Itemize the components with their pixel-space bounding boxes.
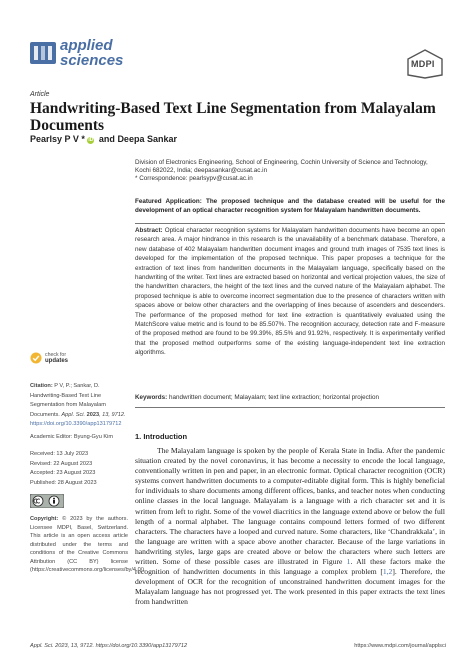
featured-label: Featured Application: (135, 198, 202, 205)
copyright-notice (30, 515, 146, 575)
keywords-text: handwritten document; Malayalam; text line extraction; horizontal projection (168, 394, 379, 401)
footer-journal-url[interactable]: https://www.mdpi.com/journal/applsci (354, 643, 446, 649)
keywords-bottom-rule (135, 407, 445, 408)
featured-text: The proposed technique and the database created will be useful for the development of an optical character recognition system for Malayalam handwritten documents. (135, 198, 445, 215)
intro-text-part1: The Malayalam language is spoken by the people of Kerala State in India. After the pandemic situation created by the novel coronavirus, it has become a necessity to encode the local language, conventionally written in pen and paper, in an electronic format. Optical character recognition (OCR) systems convert handwritten documents to a computer-editable digital form. This is highly beneficial for individuals to share documents among different offices, banks, and teacher notes when conducting online classes in the local language. Malayalam is a language with a rich character set and it is written from left to right. Some of the vowel diacritics in the language extend above or below the full length of a normal alphabet. The language contains compound letters formed of two different characters. The characters have a looped and curved nature. Some characters, like ‘Chandrakkala’, in the language are written with a space above another character. Because of the large variations in handwriting styles, large gaps are created above or below the characters where such letters are written. Some of these possible cases are illustrated in Figure (135, 446, 445, 567)
journal-name (60, 38, 123, 68)
keywords-label: Keywords: (135, 394, 168, 401)
check-updates-icon (30, 352, 42, 364)
abstract-top-rule (135, 223, 445, 224)
abstract-text: Optical character recognition systems for Malayalam handwritten documents have become an open research area. A major hindrance in this research is the unavailability of a benchmark database. Therefore, a new database of 402 Malayalam handwritten document images and ground truth images of 7535 text lines is developed for the implementation of the proposed technique. This paper proposes a technique for the extraction of text lines from handwritten documents in the Malayalam language, specifically based on the handwriting of the writer. Text lines are extracted based on horizontal and vertical projection values, the size of the handwritten characters, the height of the text lines and the curved nature of the Malayalam alphabet. The proposed technique is able to overcome incorrect segmentation due to the presence of characters written with spaces above or below other characters and the overlapping of lines because of ascenders and descenders. The performance of the proposed method for text line extraction is quantitatively evaluated using the MatchScore value metric and is found to be 85.507%. The recognition accuracy, detection rate and F-measure of the proposed method are found to be 99.39%, 85.5% and 91.92%, respectively. It is experimentally verified that the proposed method outperforms some of the existing language-independent text line extraction algorithms. (135, 227, 445, 357)
abstract-label: Abstract: (135, 227, 163, 234)
journal-name-line1: applied (60, 37, 113, 54)
keywords (135, 393, 445, 402)
citation-label: Citation: (30, 383, 53, 389)
article-title: Handwriting-Based Text Line Segmentation from Malayalam Documents (30, 100, 436, 134)
orcid-icon[interactable]: iD (88, 137, 94, 143)
date-revised: Revised: 22 August 2023 (30, 460, 93, 467)
introduction-paragraph (135, 446, 445, 608)
journal-logo-icon (30, 40, 56, 66)
citation-journal: Appl. Sci. (61, 411, 86, 418)
author-2: Deepa Sankar (117, 134, 177, 144)
footer-citation: Appl. Sci. 2023, 13, 9712. https://doi.org/10.3390/app13179712 (30, 643, 188, 649)
check-for-updates-badge[interactable] (30, 352, 90, 372)
author-connector: and (98, 134, 115, 144)
journal-name-line2: sciences (60, 52, 124, 69)
section-heading-introduction: 1. Introduction (135, 432, 188, 441)
intro-text-part3: ]. Therefore, the development of OCR for the recognition of unconstrained handwritten document images for the Malayalam language has not progressed yet. The work presented in this paper extracts the text lines from handwritten (135, 567, 445, 607)
author-1: Pearlsy P V * (30, 134, 85, 144)
abstract (135, 226, 445, 358)
reference-link-1-2[interactable]: 1,2 (382, 567, 393, 577)
academic-editor: Academic Editor: Byung-Gyu Kim (30, 434, 114, 440)
check-updates-line2: updates (45, 358, 69, 364)
featured-application (135, 197, 445, 216)
check-updates-line1: check for (45, 352, 67, 358)
copyright-text: © 2023 by the authors. Licensee MDPI, Basel, Switzerland. This article is an open access article distributed under the terms and conditions of the Creative Commons Attribution (CC BY) license (https://creativecommons.org/licenses/by/4.0/). (30, 516, 146, 573)
citation (30, 382, 128, 430)
correspondence: * Correspondence: pearlsypv@cusat.ac.in (135, 175, 253, 183)
citation-doi-link[interactable]: https://doi.org/10.3390/app13179712 (30, 421, 122, 428)
figure-1-link[interactable]: 1 (346, 557, 351, 567)
date-received: Received: 13 July 2023 (30, 451, 89, 457)
mdpi-logo-text: MDPI (411, 59, 435, 69)
intro-text-part2: . All these factors make the recognition of handwritten documents in this language a complex problem [ (135, 557, 445, 577)
authors (30, 134, 177, 144)
citation-text: P V, P.; Sankar, D. Handwriting-Based Text Line Segmentation from Malayalam Documents. (30, 383, 106, 418)
citation-year: 2023 (86, 411, 100, 418)
affiliation-line-1: Division of Electronics Engineering, School of Engineering, Cochin University of Science and Technology, (135, 159, 428, 166)
affiliation-line-2: Kochi 682022, India; deepasankar@cusat.ac.in (135, 167, 268, 175)
cc-by-license-icon[interactable] (30, 494, 64, 508)
date-published: Published: 28 August 2023 (30, 479, 97, 486)
dates (30, 450, 97, 488)
publisher-logo (407, 49, 443, 79)
affiliation (135, 159, 450, 184)
article-type: Article (30, 91, 50, 98)
citation-volume: , 13, 9712. (99, 411, 126, 418)
date-accepted: Accepted: 23 August 2023 (30, 470, 96, 477)
copyright-label: Copyright: (30, 516, 59, 522)
